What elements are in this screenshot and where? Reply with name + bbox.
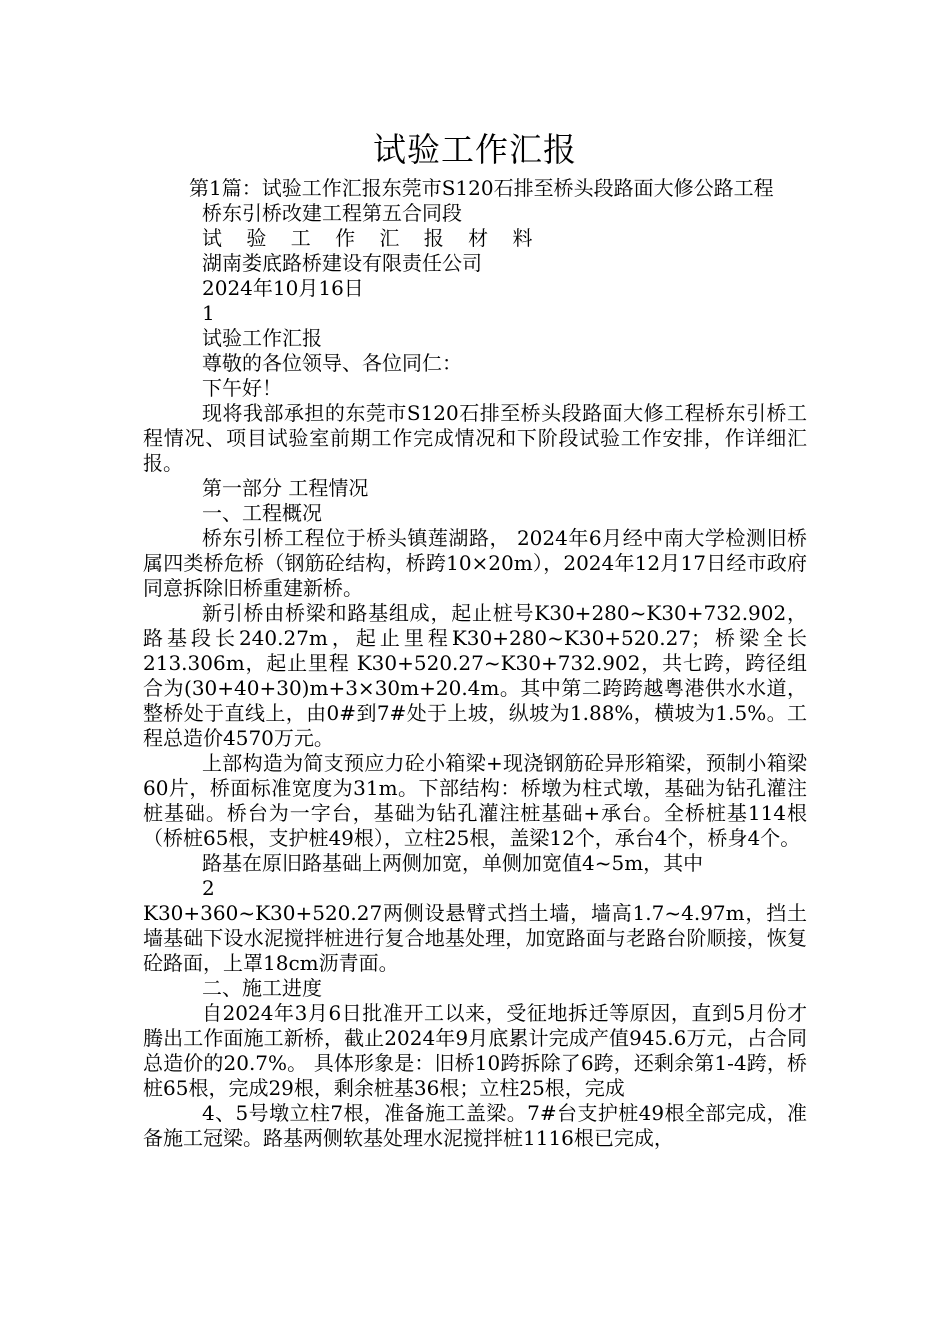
- section-two-heading: 二、施工进度: [202, 976, 322, 1000]
- salutation: 尊敬的各位领导、各位同仁：: [202, 351, 462, 375]
- chapter-heading: 第1篇：试验工作汇报东莞市S120石排至桥头段路面大修公路工程: [189, 176, 774, 200]
- page-number-2: 2: [202, 876, 215, 900]
- structure-paragraph: 新引桥由桥梁和路基组成，起止桩号K30+280~K30+732.902，路基段长240.27m，起止里程K30+280~K30+520.27；桥梁全长213.306m，起止里程 K30+520.27~K30+732.902，共七跨，跨径组合为(30+40+30)m+3×30m+20.4m。其中第二跨跨越粤港供水水道，整桥处于直线上，由0#到7#处于上坡，纵坡为1.88%，横坡为1.5%。工程总造价4570万元。: [143, 601, 807, 750]
- progress-paragraph-2: 4、5号墩立柱7根，准备施工盖梁。7#台支护桩49根全部完成，准备施工冠梁。路基两侧软基处理水泥搅拌桩1116根已完成，: [143, 1101, 807, 1150]
- report-title: 试验工作汇报: [202, 326, 322, 350]
- subgrade-paragraph: 路基在原旧路基础上两侧加宽，单侧加宽值4~5m，其中: [202, 851, 704, 875]
- progress-paragraph: 自2024年3月6日批准开工以来，受征地拆迁等原因，直到5月份才腾出工作面施工新桥，截止2024年9月底累计完成产值945.6万元，占合同总造价的20.7%。 具体形象是：旧桥10跨拆除了6跨，还剩余第1-4跨，桥桩65根，完成29根，剩余桩基36根；立柱25根，完成: [143, 1001, 807, 1100]
- overview-paragraph: 桥东引桥工程位于桥头镇莲湖路， 2024年6月经中南大学检测旧桥属四类桥危桥（钢筋砼结构，桥跨10×20m），2024年12月17日经市政府同意拆除旧桥重建新桥。: [143, 526, 807, 600]
- part-one-heading: 第一部分 工程情况: [202, 476, 369, 500]
- superstructure-paragraph: 上部构造为简支预应力砼小箱梁+现浇钢筋砼异形箱梁，预制小箱梁60片，桥面标准宽度为31m。下部结构：桥墩为柱式墩，基础为钻孔灌注桩基础。桥台为一字台，基础为钻孔灌注桩基础+承台。全桥桩基114根（桥桩65根，支护桩49根），立柱25根，盖梁12个，承台4个，桥身4个。: [143, 751, 807, 850]
- page-number-1: 1: [202, 301, 215, 325]
- report-date: 2024年10月16日: [202, 276, 364, 300]
- intro-paragraph: 现将我部承担的东莞市S120石排至桥头段路面大修工程桥东引桥工程情况、项目试验室前期工作完成情况和下阶段试验工作安排，作详细汇报。: [143, 401, 807, 475]
- document-title: 试验工作汇报: [373, 130, 577, 169]
- document-body: [143, 176, 807, 1151]
- cover-line-2: 试 验 工 作 汇 报 材 料: [202, 226, 542, 250]
- greeting: 下午好！: [202, 376, 282, 400]
- cover-line-1: 桥东引桥改建工程第五合同段: [202, 201, 462, 225]
- company-name: 湖南娄底路桥建设有限责任公司: [202, 251, 482, 275]
- section-one-heading: 一、工程概况: [202, 501, 322, 525]
- retaining-wall-paragraph: K30+360~K30+520.27两侧设悬臂式挡土墙，墙高1.7~4.97m，挡土墙基础下设水泥搅拌桩进行复合地基处理，加宽路面与老路台阶顺接，恢复砼路面，上罩18cm沥青面。: [143, 901, 807, 975]
